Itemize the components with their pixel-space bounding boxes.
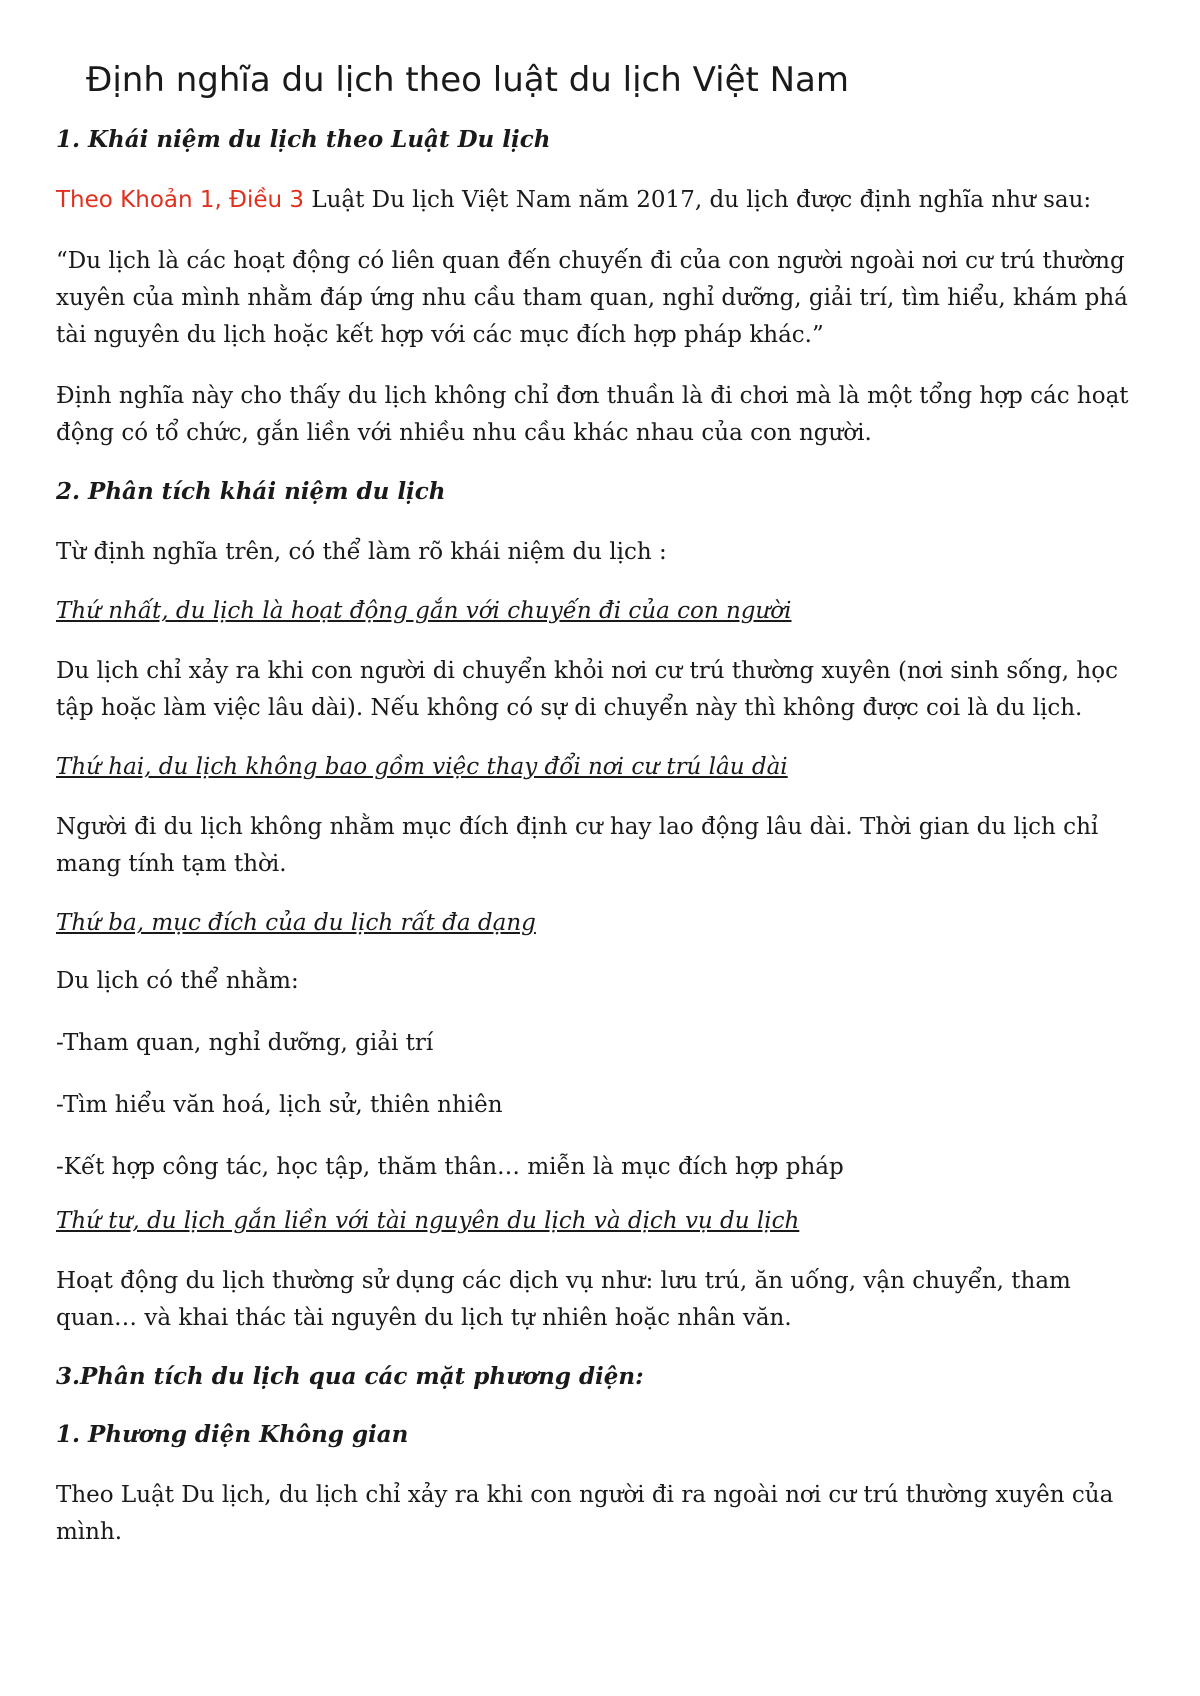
- point-1-text: Du lịch chỉ xảy ra khi con người di chuyển khỏi nơi cư trú thường xuyên (nơi sinh sống, học tập hoặc làm việc lâu dài). Nếu không có sự di chuyển này thì không được coi là du lịch.: [56, 658, 1118, 721]
- point-4-title: Thứ tư, du lịch gắn liền với tài nguyên du lịch và dịch vụ du lịch: [56, 1208, 800, 1234]
- point-1-title: Thứ nhất, du lịch là hoạt động gắn với chuyến đi của con người: [56, 598, 792, 624]
- section-1-intro: [56, 182, 1156, 219]
- point-3-text: Du lịch có thể nhằm:: [56, 968, 299, 994]
- purpose-item: -Tìm hiểu văn hoá, lịch sử, thiên nhiên: [56, 1092, 503, 1118]
- definition-explanation: Định nghĩa này cho thấy du lịch không chỉ đơn thuần là đi chơi mà là một tổng hợp các hoạt động có tổ chức, gắn liền với nhiều nhu cầu khác nhau của con người.: [56, 383, 1129, 446]
- purpose-item: -Tham quan, nghỉ dưỡng, giải trí: [56, 1030, 434, 1056]
- point-3-title: Thứ ba, mục đích của du lịch rất đa dạng: [56, 910, 536, 936]
- section-1-heading: 1. Khái niệm du lịch theo Luật Du lịch: [56, 126, 551, 153]
- definition-quote: “Du lịch là các hoạt động có liên quan đến chuyến đi của con người ngoài nơi cư trú thường xuyên của mình nhằm đáp ứng nhu cầu tham quan, nghỉ dưỡng, giải trí, tìm hiểu, khám phá tài nguyên du lịch hoặc kết hợp với các mục đích hợp pháp khác.”: [56, 248, 1128, 348]
- section-1-intro-text: Luật Du lịch Việt Nam năm 2017, du lịch được định nghĩa như sau:: [304, 187, 1092, 213]
- document-title: Định nghĩa du lịch theo luật du lịch Việt Nam: [86, 60, 850, 100]
- document-page: [56, 58, 1156, 1575]
- space-aspect-text: Theo Luật Du lịch, du lịch chỉ xảy ra khi con người đi ra ngoài nơi cư trú thường xuyên của mình.: [56, 1482, 1114, 1545]
- point-2-title: Thứ hai, du lịch không bao gồm việc thay đổi nơi cư trú lâu dài: [56, 754, 788, 780]
- section-2-heading: 2. Phân tích khái niệm du lịch: [56, 478, 446, 505]
- space-aspect-heading: 1. Phương diện Không gian: [56, 1421, 409, 1448]
- point-2-text: Người đi du lịch không nhằm mục đích định cư hay lao động lâu dài. Thời gian du lịch chỉ mang tính tạm thời.: [56, 814, 1099, 877]
- section-3-heading: 3.Phân tích du lịch qua các mặt phương diện:: [56, 1363, 644, 1390]
- law-reference: Theo Khoản 1, Điều 3: [56, 187, 305, 213]
- section-2-intro: Từ định nghĩa trên, có thể làm rõ khái niệm du lịch :: [56, 539, 667, 565]
- point-4-text: Hoạt động du lịch thường sử dụng các dịch vụ như: lưu trú, ăn uống, vận chuyển, tham quan… và khai thác tài nguyên du lịch tự nhiên hoặc nhân văn.: [56, 1268, 1071, 1331]
- purpose-item: -Kết hợp công tác, học tập, thăm thân… miễn là mục đích hợp pháp: [56, 1154, 844, 1180]
